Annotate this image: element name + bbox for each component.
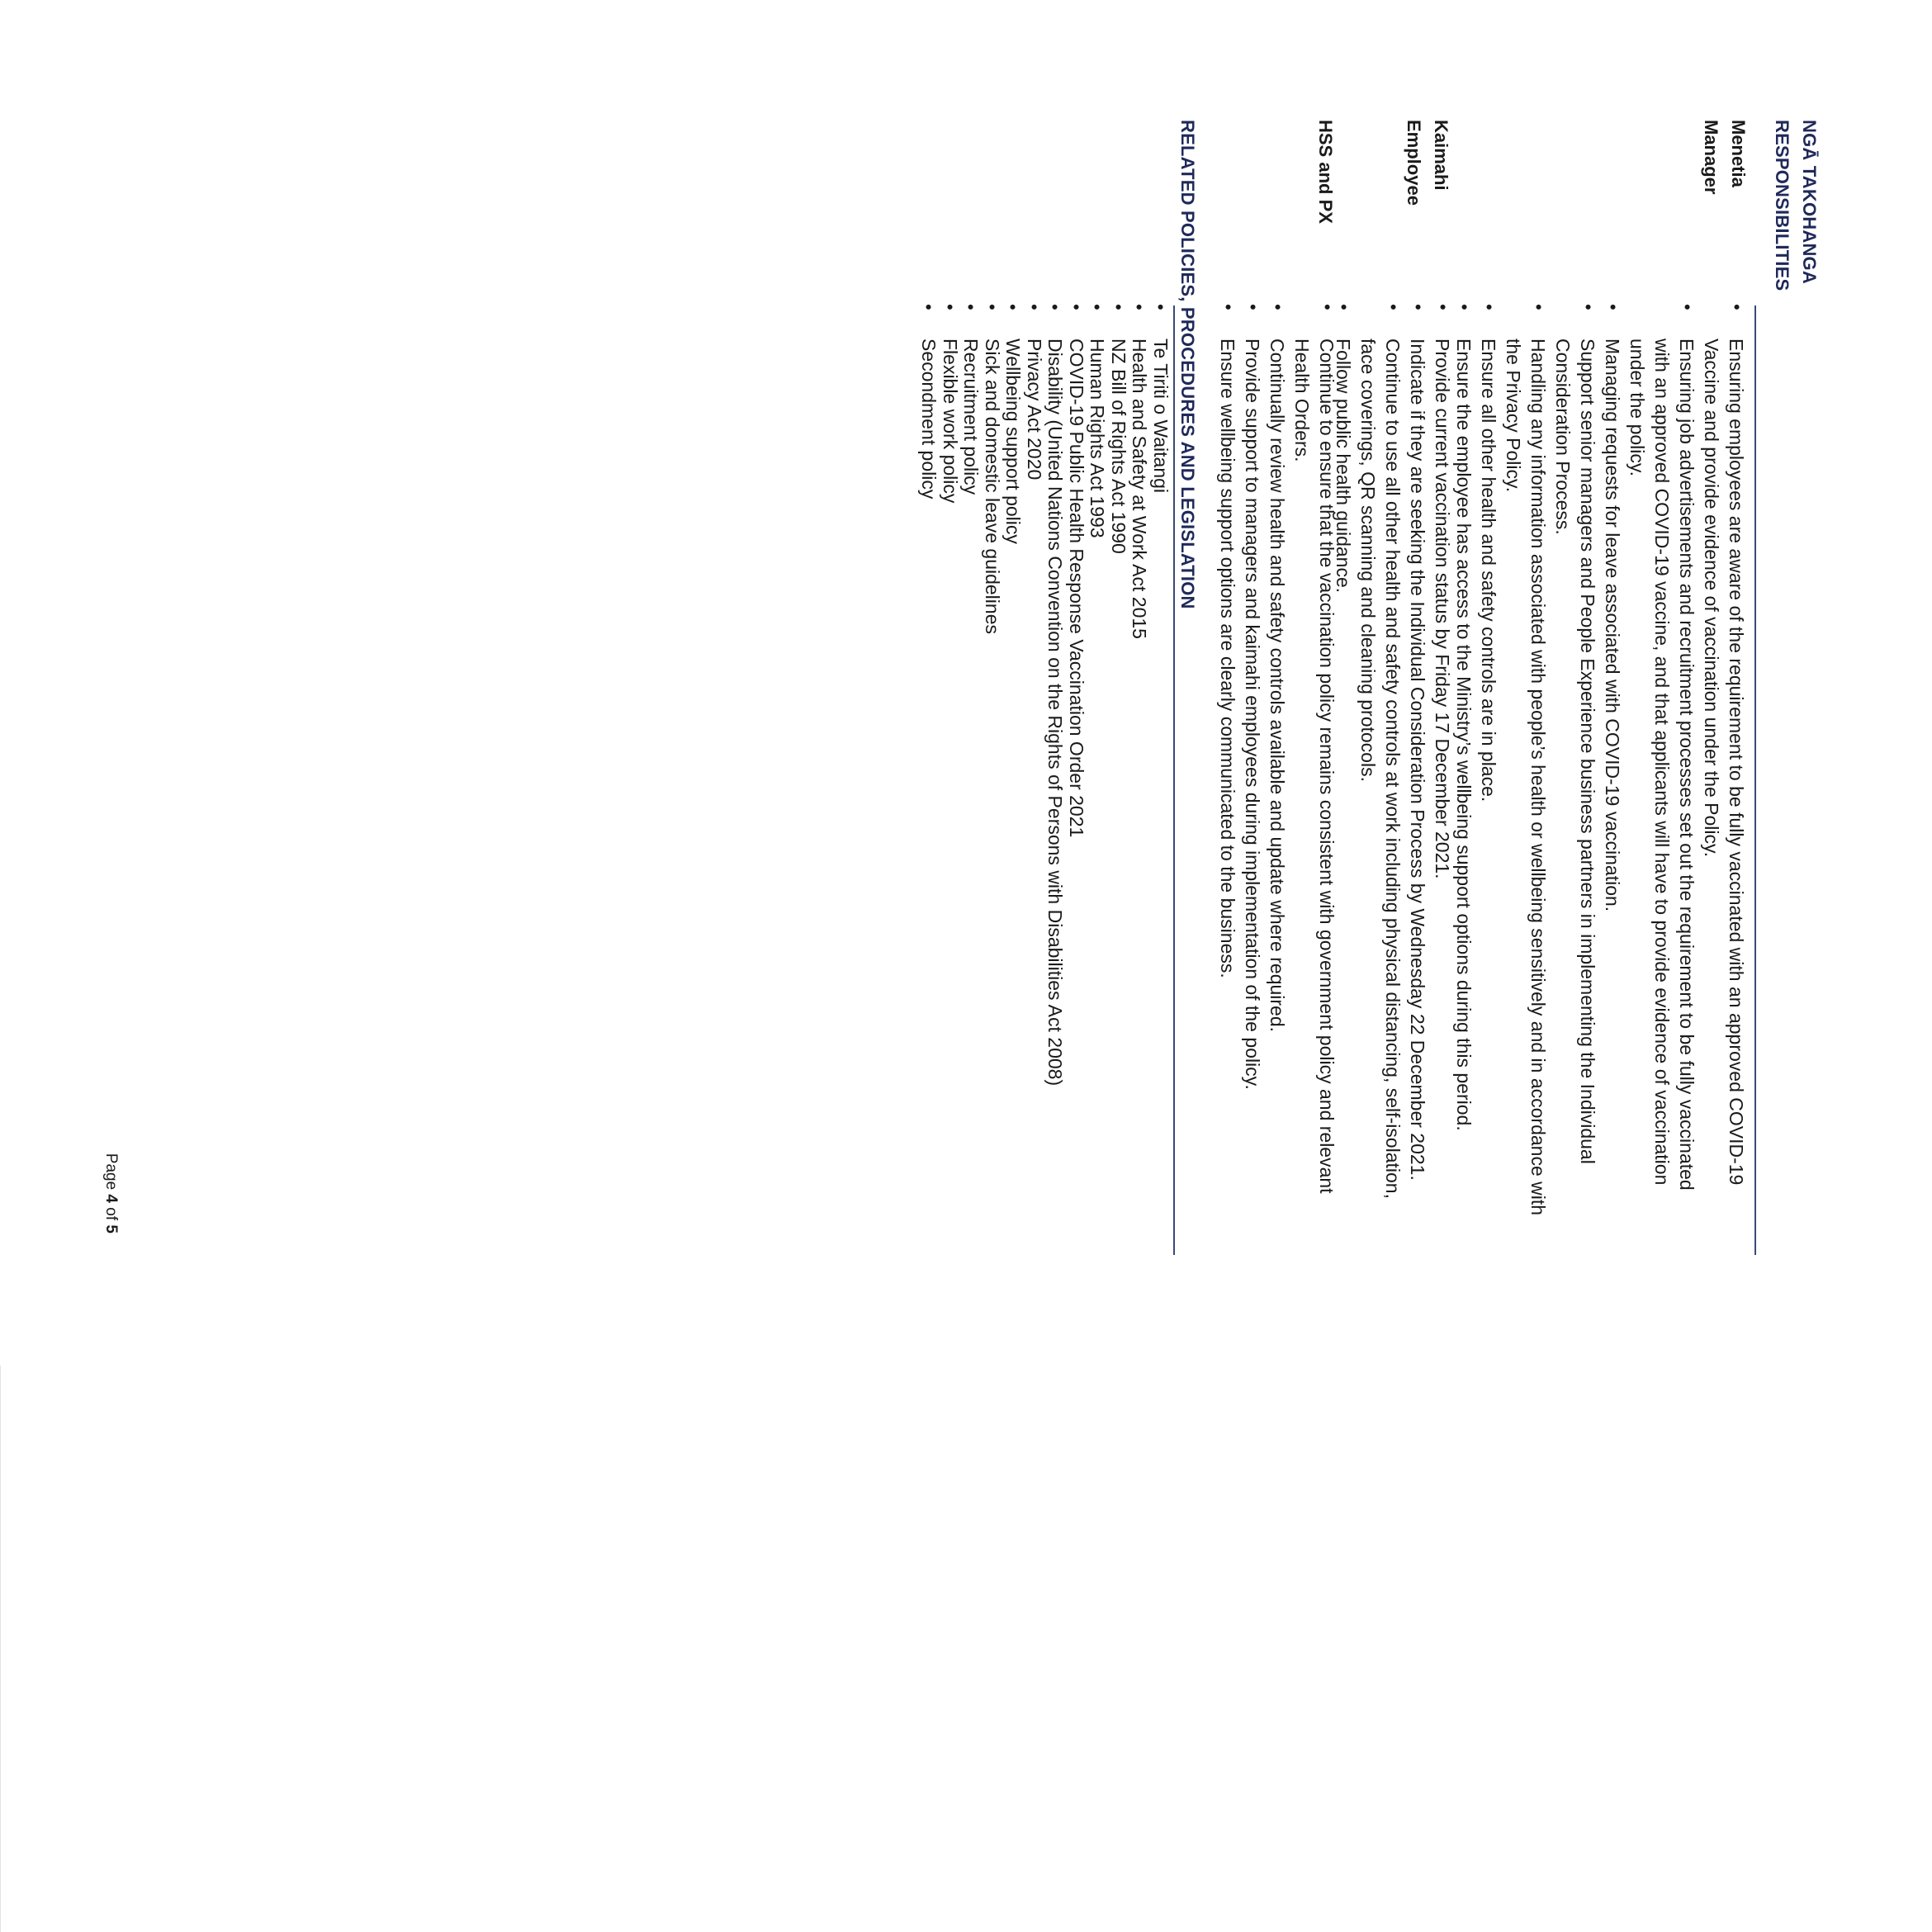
- hss-px-responsibilities-list: [1215, 297, 1339, 1222]
- list-item: • Indicate if they are seeking the Individual Consideration Process by Wednesday 22 December 2021.: [1405, 297, 1430, 1222]
- role-employee-title: [1400, 120, 1455, 293]
- list-item: • Continue to use all other health and safety controls at work including physical distancing, self-isolation, face coverings, QR scanning and cleaning protocols.: [1356, 297, 1405, 1222]
- list-item: • Health and Safety at Work Act 2015: [1129, 297, 1150, 1222]
- list-item: • Managing requests for leave associated with COVID-19 vaccination.: [1600, 297, 1625, 1222]
- list-item: • COVID-19 Public Health Response Vaccination Order 2021: [1066, 297, 1087, 1222]
- list-item: • Ensure wellbeing support options are clearly communicated to the business.: [1215, 297, 1240, 1222]
- related-policies-divider: [1173, 305, 1175, 1255]
- responsibilities-divider: [1754, 305, 1756, 1255]
- responsibilities-heading: [1769, 120, 1823, 291]
- list-item: • Ensure the employee has access to the Ministry’s wellbeing support options during this period.: [1451, 297, 1476, 1222]
- page-prefix: Page: [102, 1153, 120, 1191]
- page-current: 4: [102, 1194, 120, 1203]
- list-item: • Sick and domestic leave guidelines: [982, 297, 1003, 1222]
- related-policies-heading: RELATED POLICIES, PROCEDURES AND LEGISLATION: [1177, 120, 1198, 609]
- manager-responsibilities-list: [1451, 297, 1749, 1222]
- role-hss-px-title-text: HSS and PX: [1315, 120, 1336, 224]
- page-number: [102, 1153, 120, 1234]
- list-item: • NZ Bill of Rights Act 1990: [1108, 297, 1129, 1222]
- list-item: • Ensure all other health and safety controls are in place.: [1476, 297, 1501, 1222]
- responsibilities-heading-maori: NGĀ TAKOHANGA: [1799, 120, 1820, 284]
- role-manager-title-english: Manager: [1701, 120, 1721, 195]
- list-item: • Handling any information associated with people’s health or wellbeing sensitively and in accordance with the Privacy Policy.: [1501, 297, 1551, 1222]
- list-item: • Privacy Act 2020: [1024, 297, 1045, 1222]
- list-item: • Recruitment policy: [960, 297, 982, 1222]
- list-item: • Wellbeing support policy: [1002, 297, 1024, 1222]
- list-item: • Follow public health guidance.: [1331, 297, 1356, 1222]
- role-manager-title-maori: Menetia: [1728, 120, 1749, 187]
- role-employee-title-maori: Kaimahi: [1431, 120, 1451, 191]
- list-item: • Flexible work policy: [940, 297, 961, 1222]
- role-employee-title-english: Employee: [1404, 120, 1424, 206]
- list-item: • Human Rights Act 1993: [1087, 297, 1108, 1222]
- page-total: 5: [102, 1224, 120, 1234]
- list-item: • Continually review health and safety controls available and update where required.: [1265, 297, 1290, 1222]
- responsibilities-heading-english: RESPONSIBILITIES: [1772, 120, 1792, 291]
- related-policies-list: [918, 297, 1171, 1222]
- list-item: • Provide support to managers and kaimahi employees during implementation of the policy.: [1240, 297, 1265, 1222]
- list-item: • Secondment policy: [918, 297, 940, 1222]
- list-item: • Provide current vaccination status by Friday 17 December 2021.: [1430, 297, 1455, 1222]
- page-of: of: [102, 1207, 120, 1221]
- list-item: • Ensuring job advertisements and recruitment processes set out the requirement to be fully vaccinated with an approved COVID-19 vaccine, and that applicants will have to provide evidence of vaccination under the policy.: [1625, 297, 1699, 1222]
- list-item: • Te Tiriti o Waitangi: [1150, 297, 1172, 1222]
- employee-responsibilities-list: [1331, 297, 1455, 1222]
- list-item: • Continue to ensure that the vaccination policy remains consistent with government policy and relevant Health Orders.: [1290, 297, 1339, 1222]
- list-item: • Disability (United Nations Convention on the Rights of Persons with Disabilities Act 2008): [1044, 297, 1066, 1222]
- role-hss-px-title: [1312, 120, 1339, 293]
- role-manager-title: [1698, 120, 1752, 293]
- list-item: • Ensuring employees are aware of the requirement to be fully vaccinated with an approved COVID-19 Vaccine and provide evidence of vaccination under the Policy.: [1699, 297, 1749, 1222]
- list-item: • Support senior managers and People Experience business partners in implementing the Individual Consideration Process.: [1551, 297, 1600, 1222]
